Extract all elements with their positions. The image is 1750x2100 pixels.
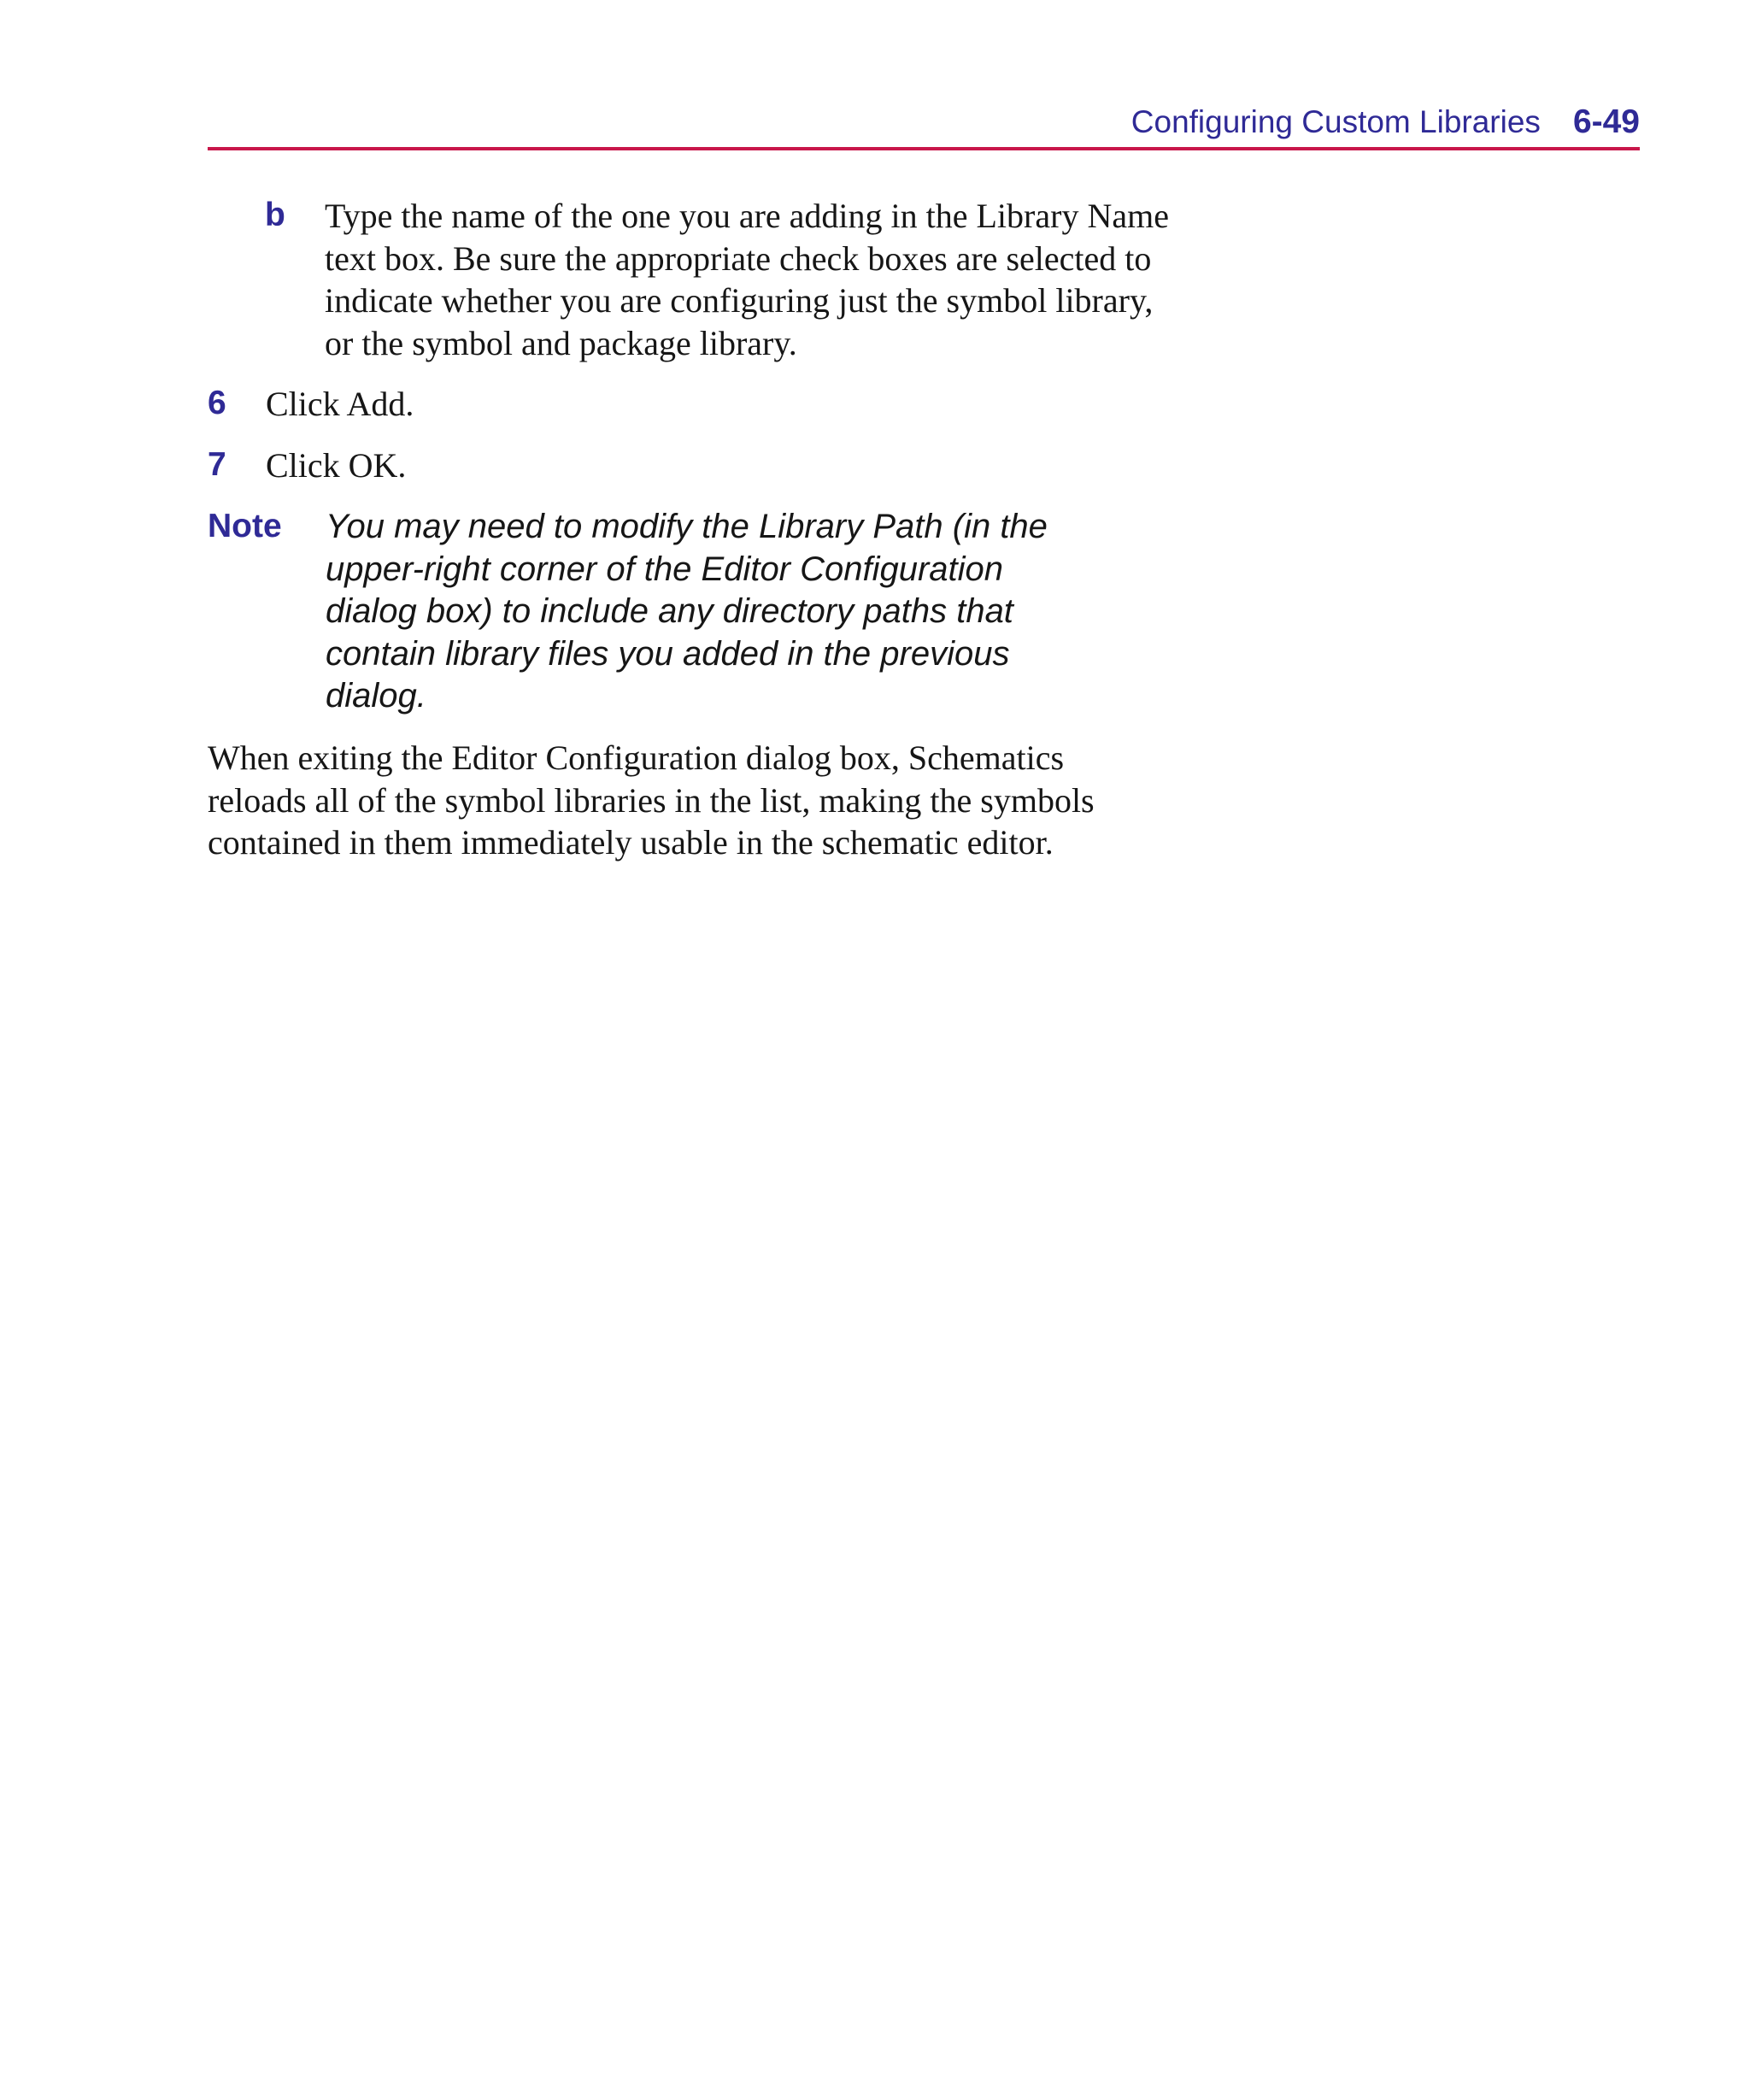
substep-b (265, 195, 1169, 366)
note-block (208, 506, 1105, 728)
note-label: Note (208, 508, 282, 544)
running-header (208, 103, 1640, 150)
step-number: 6 (208, 385, 226, 421)
closing-paragraph: When exiting the Editor Configuration dialog box, Schematics reloads all of the symbol libraries in the list, making the symbols contained in them immediately usable in the schematic editor. (208, 738, 1095, 862)
step-7 (208, 444, 1105, 496)
note-text: You may need to modify the Library Path (in the upper-right corner of the Editor Configuration dialog box) to include any directory paths that contain library files you added in the previous dialog. (326, 508, 1048, 715)
step-text: Click OK. (266, 446, 407, 485)
substep-label: b (265, 197, 285, 233)
substep-text: Type the name of the one you are adding in the Library Name text box. Be sure the appropriate check boxes are selected to indicate whether you are configuring just the symbol library, or the symbol and package library. (325, 197, 1169, 362)
step-6 (208, 383, 1105, 434)
step-text: Click Add. (266, 385, 414, 423)
section-title: Configuring Custom Libraries (1130, 104, 1541, 139)
step-number: 7 (208, 446, 226, 483)
page-number: 6-49 (1572, 103, 1640, 140)
